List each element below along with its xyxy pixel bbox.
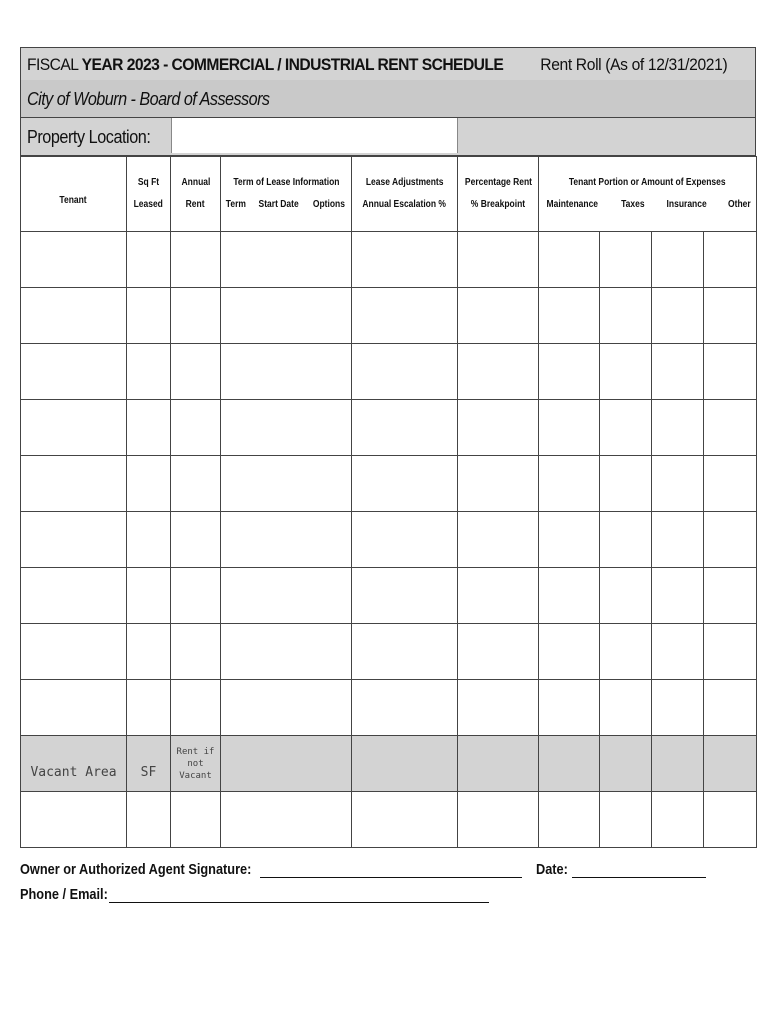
table-row	[21, 792, 757, 848]
table-cell[interactable]	[600, 456, 652, 512]
table-cell[interactable]	[221, 624, 352, 680]
table-cell[interactable]	[352, 344, 458, 400]
table-cell[interactable]	[221, 400, 352, 456]
vacant-rent-line1: Rent if	[176, 746, 215, 757]
table-cell[interactable]	[704, 736, 757, 792]
table-row	[21, 568, 757, 624]
vacant-area-label: Vacant Area	[30, 765, 117, 780]
col-lease-line1: Lease Adjustments	[365, 177, 444, 188]
table-cell[interactable]	[127, 344, 171, 400]
table-cell[interactable]	[171, 792, 221, 848]
table-cell[interactable]	[539, 792, 600, 848]
table-cell[interactable]	[221, 568, 352, 624]
table-cell[interactable]	[704, 512, 757, 568]
vacant-rent-cell[interactable]	[171, 736, 221, 792]
table-cell[interactable]	[652, 792, 704, 848]
table-cell[interactable]	[458, 680, 539, 736]
table-cell[interactable]	[704, 288, 757, 344]
table-cell[interactable]	[652, 232, 704, 288]
table-cell[interactable]	[600, 568, 652, 624]
table-cell[interactable]	[352, 624, 458, 680]
table-cell[interactable]	[171, 232, 221, 288]
table-cell[interactable]	[352, 792, 458, 848]
vacant-sf-cell[interactable]	[127, 736, 171, 792]
col-sqft	[127, 157, 171, 232]
table-cell[interactable]	[600, 792, 652, 848]
table-cell[interactable]	[600, 680, 652, 736]
table-cell[interactable]	[539, 680, 600, 736]
table-cell[interactable]	[221, 792, 352, 848]
city-bar	[20, 80, 756, 118]
table-cell[interactable]	[652, 400, 704, 456]
table-cell[interactable]	[21, 624, 127, 680]
term-subheaders	[221, 194, 351, 216]
table-cell[interactable]	[458, 568, 539, 624]
table-cell[interactable]	[171, 400, 221, 456]
table-cell[interactable]	[21, 456, 127, 512]
table-cell[interactable]	[539, 232, 600, 288]
table-cell[interactable]	[652, 736, 704, 792]
col-insurance: Insurance	[666, 199, 707, 210]
table-cell[interactable]	[539, 456, 600, 512]
table-cell[interactable]	[221, 736, 352, 792]
col-lease-line2: Annual Escalation %	[362, 199, 447, 210]
table-cell[interactable]	[127, 456, 171, 512]
table-cell[interactable]	[600, 736, 652, 792]
table-cell[interactable]	[352, 288, 458, 344]
table-cell[interactable]	[704, 792, 757, 848]
table-row	[21, 456, 757, 512]
table-cell[interactable]	[352, 736, 458, 792]
table-cell[interactable]	[21, 568, 127, 624]
expense-subheaders	[539, 194, 756, 216]
table-cell[interactable]	[171, 680, 221, 736]
table-cell[interactable]	[221, 456, 352, 512]
table-cell[interactable]	[704, 568, 757, 624]
phone-email-line	[20, 886, 489, 903]
table-cell[interactable]	[652, 512, 704, 568]
vacant-rent-note	[171, 746, 220, 782]
table-cell[interactable]	[600, 288, 652, 344]
col-maintenance: Maintenance	[546, 199, 599, 210]
rent-roll-date: Rent Roll (As of 12/31/2021)	[539, 55, 727, 74]
table-cell[interactable]	[127, 568, 171, 624]
table-cell[interactable]	[539, 624, 600, 680]
table-cell[interactable]	[704, 344, 757, 400]
table-cell[interactable]	[221, 680, 352, 736]
col-start-date: Start Date	[258, 199, 300, 210]
table-cell[interactable]	[704, 232, 757, 288]
table-cell[interactable]	[171, 624, 221, 680]
table-cell[interactable]	[600, 232, 652, 288]
table-cell[interactable]	[600, 624, 652, 680]
table-cell[interactable]	[600, 400, 652, 456]
property-location-input[interactable]	[171, 118, 458, 153]
rent-table	[20, 156, 757, 848]
tenant-rows	[21, 232, 757, 736]
table-cell[interactable]	[539, 288, 600, 344]
table-cell[interactable]	[539, 736, 600, 792]
signature-label: Owner or Authorized Agent Signature:	[20, 861, 252, 878]
table-row	[21, 680, 757, 736]
table-cell[interactable]	[352, 680, 458, 736]
vacant-area-cell[interactable]	[21, 736, 127, 792]
table-cell[interactable]	[458, 232, 539, 288]
table-cell[interactable]	[127, 624, 171, 680]
table-cell[interactable]	[704, 680, 757, 736]
table-row	[21, 232, 757, 288]
table-cell[interactable]	[21, 792, 127, 848]
table-cell[interactable]	[652, 288, 704, 344]
table-cell[interactable]	[458, 512, 539, 568]
vacant-rent-line2: not	[187, 758, 204, 769]
col-options: Options	[313, 199, 346, 210]
col-term: Term	[225, 199, 246, 210]
table-cell[interactable]	[221, 512, 352, 568]
table-cell[interactable]	[171, 288, 221, 344]
table-cell[interactable]	[652, 680, 704, 736]
table-cell[interactable]	[171, 456, 221, 512]
table-row	[21, 624, 757, 680]
title-prefix: FISCAL	[27, 55, 78, 74]
table-cell[interactable]	[127, 680, 171, 736]
table-cell[interactable]	[21, 288, 127, 344]
signature-line	[20, 861, 706, 878]
table-cell[interactable]	[352, 568, 458, 624]
city-name: City of Woburn - Board of Assessors	[27, 89, 270, 109]
table-cell[interactable]	[127, 400, 171, 456]
table-cell[interactable]	[600, 344, 652, 400]
property-location-label: Property Location:	[27, 127, 151, 147]
col-other: Other	[728, 199, 752, 210]
col-sqft-line1: Sq Ft	[137, 177, 160, 188]
table-cell[interactable]	[21, 232, 127, 288]
table-cell[interactable]	[171, 512, 221, 568]
table-cell[interactable]	[539, 512, 600, 568]
col-rent-line2: Rent	[186, 199, 205, 210]
table-cell[interactable]	[458, 400, 539, 456]
phone-email-label: Phone / Email:	[20, 886, 108, 903]
table-header	[21, 157, 757, 232]
table-cell[interactable]	[352, 512, 458, 568]
vacant-sf-label: SF	[140, 765, 157, 780]
col-term-title: Term of Lease Information	[232, 177, 340, 188]
signature-field[interactable]	[260, 863, 522, 878]
table-cell[interactable]	[652, 624, 704, 680]
table-cell[interactable]	[21, 512, 127, 568]
table-cell[interactable]	[539, 344, 600, 400]
table-cell[interactable]	[127, 512, 171, 568]
table-cell[interactable]	[458, 456, 539, 512]
table-cell[interactable]	[458, 344, 539, 400]
col-taxes: Taxes	[620, 199, 645, 210]
table-cell[interactable]	[127, 288, 171, 344]
col-rent-line1: Annual	[181, 177, 210, 188]
table-cell[interactable]	[539, 400, 600, 456]
date-field[interactable]	[572, 863, 706, 878]
col-percentage-rent	[458, 157, 539, 232]
col-tenant	[21, 157, 127, 232]
table-cell[interactable]	[21, 400, 127, 456]
table-cell[interactable]	[127, 792, 171, 848]
col-pct-line2: % Breakpoint	[470, 199, 526, 210]
vacant-row	[21, 736, 757, 792]
property-location-bar	[20, 118, 756, 156]
table-cell[interactable]	[704, 624, 757, 680]
table-cell[interactable]	[21, 344, 127, 400]
title-main: YEAR 2023 - COMMERCIAL / INDUSTRIAL RENT SCHEDULE	[81, 55, 504, 74]
table-cell[interactable]	[652, 344, 704, 400]
table-cell[interactable]	[221, 232, 352, 288]
vacant-rent-line3: Vacant	[179, 770, 212, 781]
table-row	[21, 512, 757, 568]
table-cell[interactable]	[21, 680, 127, 736]
table-cell[interactable]	[704, 400, 757, 456]
date-label: Date:	[536, 861, 569, 878]
table-cell[interactable]	[652, 568, 704, 624]
col-lease-adjustments	[352, 157, 458, 232]
table-cell[interactable]	[600, 512, 652, 568]
table-cell[interactable]	[652, 456, 704, 512]
table-row	[21, 344, 757, 400]
table-cell[interactable]	[458, 792, 539, 848]
table-cell[interactable]	[221, 344, 352, 400]
col-expenses-title: Tenant Portion or Amount of Expenses	[569, 177, 726, 188]
table-cell[interactable]	[458, 624, 539, 680]
col-pct-line1: Percentage Rent	[464, 177, 532, 188]
col-term-of-lease	[221, 157, 352, 232]
phone-email-field[interactable]	[109, 888, 489, 903]
table-cell[interactable]	[171, 568, 221, 624]
table-cell[interactable]	[539, 568, 600, 624]
col-sqft-line2: Leased	[133, 199, 164, 210]
col-tenant-expenses	[539, 157, 757, 232]
table-cell[interactable]	[352, 456, 458, 512]
table-cell[interactable]	[458, 288, 539, 344]
col-tenant-label: Tenant	[59, 195, 88, 206]
table-row	[21, 400, 757, 456]
table-cell[interactable]	[171, 344, 221, 400]
col-annual-rent	[171, 157, 221, 232]
table-cell[interactable]	[352, 232, 458, 288]
table-cell[interactable]	[127, 232, 171, 288]
title-bar	[20, 47, 756, 81]
table-cell[interactable]	[704, 456, 757, 512]
table-cell[interactable]	[352, 400, 458, 456]
table-cell[interactable]	[221, 288, 352, 344]
table-cell[interactable]	[458, 736, 539, 792]
form-title	[27, 55, 503, 75]
table-row	[21, 288, 757, 344]
